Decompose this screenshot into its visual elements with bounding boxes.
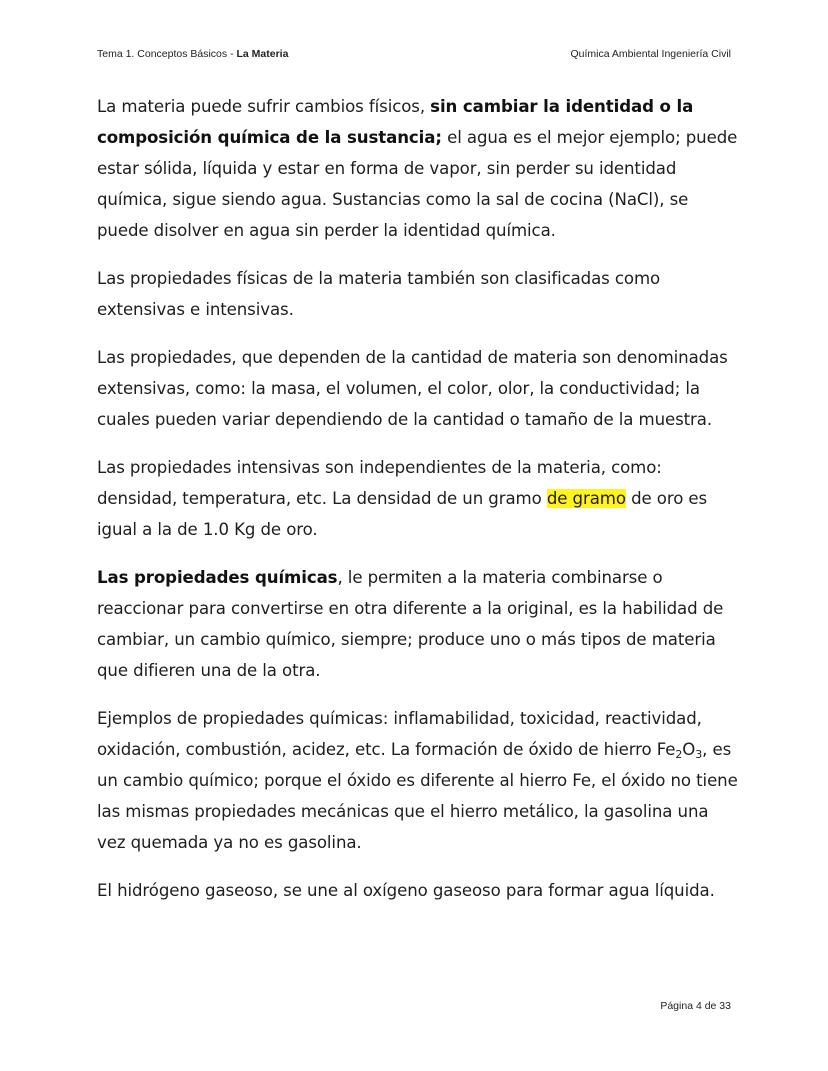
paragraph-extensive: Las propiedades, que dependen de la cantidad de materia son denominadas extensivas, como: la masa, el volumen, el color, olor, la conductividad; la cuales pueden variar dependiendo de la cantidad o tamaño de la muestra.	[97, 348, 728, 429]
text: Ejemplos de propiedades químicas: inflamabilidad, toxicidad, reactividad, oxidación, combustión, acidez, etc. La formación de óxido de hierro Fe	[97, 709, 702, 759]
paragraph-examples	[97, 703, 742, 858]
text: , le permiten a la materia combinarse o reaccionar para convertirse en otra diferente a la original, es la habilidad de cambiar, un cambio químico, siempre; produce uno o más tipos de materia que difieren una de la otra.	[97, 568, 724, 680]
text: , es un cambio químico; porque el óxido es diferente al hierro Fe, el óxido no tiene las mismas propiedades mecánicas que el hierro metálico, la gasolina una vez quemada ya no es gasolina.	[97, 740, 738, 852]
bold-text: Las propiedades químicas	[97, 568, 338, 587]
paragraph-physical-changes	[97, 91, 742, 246]
paragraph-intensive	[97, 452, 742, 545]
page-number: Página 4 de 33	[660, 1000, 731, 1012]
header-chapter-prefix: Tema 1. Conceptos Básicos -	[97, 48, 237, 60]
header-chapter-title: La Materia	[236, 48, 289, 60]
paragraph-hydrogen: El hidrógeno gaseoso, se une al oxígeno gaseoso para formar agua líquida.	[97, 881, 715, 900]
text: el agua es el mejor ejemplo; puede estar sólida, líquida y estar en forma de vapor, sin perder su identidad química, sigue siendo agua. Sustancias como la sal de cocina (NaCl), se puede disolver en agua sin perder la identidad química.	[97, 128, 738, 240]
text: de oro es igual a la de 1.0 Kg de oro.	[97, 489, 708, 539]
bold-text: sin cambiar la identidad o la composición química de la sustancia;	[97, 97, 694, 147]
paragraph-classification: Las propiedades físicas de la materia también son clasificadas como extensivas e intensivas.	[97, 269, 661, 319]
paragraph-chemical-properties	[97, 562, 742, 686]
header-course: Química Ambiental Ingeniería Civil	[570, 48, 731, 60]
highlighted-text: de gramo	[546, 489, 626, 508]
header-chapter	[97, 48, 288, 60]
text: Las propiedades intensivas son independientes de la materia, como: densidad, temperatura, etc. La densidad de un gramo	[97, 458, 662, 508]
subscript: 3	[695, 748, 703, 761]
subscript: 2	[675, 748, 683, 761]
text: La materia puede sufrir cambios físicos,	[97, 97, 431, 116]
document-body	[97, 91, 742, 923]
page-header	[97, 48, 731, 64]
text: O	[682, 740, 696, 759]
